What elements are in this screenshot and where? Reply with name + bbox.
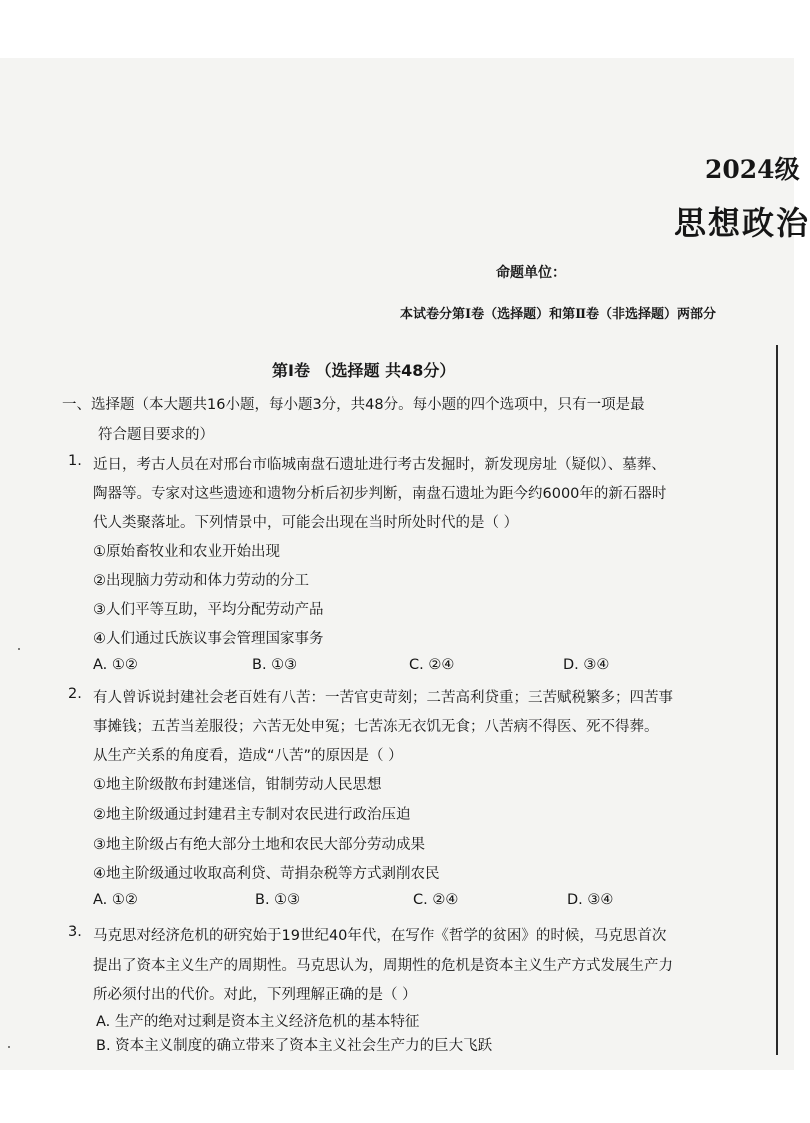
option-d: D. ③④ xyxy=(567,892,614,908)
question-stem: 马克思对经济危机的研究始于19世纪40年代，在写作《哲学的贫困》的时候，马克思首次 xyxy=(93,928,667,944)
scan-speck xyxy=(18,648,20,650)
question-number: 2. xyxy=(68,686,82,702)
question-stem: 所必须付出的代价。对此，下列理解正确的是（ ） xyxy=(93,987,417,1003)
setter-unit-label: 命题单位： xyxy=(496,265,566,281)
option-a: A. 生产的绝对过剩是资本主义经济危机的基本特征 xyxy=(96,1014,420,1030)
option-b: B. ①③ xyxy=(255,892,301,908)
question-number: 3. xyxy=(68,924,82,940)
statement-item: ④地主阶级通过收取高利贷、苛捐杂税等方式剥削农民 xyxy=(93,866,440,882)
page-margin-line xyxy=(776,345,778,1055)
section-heading-cont: 符合题目要求的） xyxy=(98,427,214,443)
exam-subject: 思想政治 xyxy=(674,204,810,242)
statement-item: ④人们通过氏族议事会管理国家事务 xyxy=(93,631,324,647)
statement-item: ③人们平等互助，平均分配劳动产品 xyxy=(93,602,324,618)
question-stem: 代人类聚落址。下列情景中，可能会出现在当时所处时代的是（ ） xyxy=(93,515,519,531)
section-title: 第Ⅰ卷 （选择题 共48分） xyxy=(272,361,456,380)
section-heading: 一、选择题（本大题共16小题，每小题3分，共48分。每小题的四个选项中，只有一项是最 xyxy=(62,397,645,413)
statement-item: ②出现脑力劳动和体力劳动的分工 xyxy=(93,573,309,589)
option-c: C. ②④ xyxy=(413,892,459,908)
statement-item: ③地主阶级占有绝大部分土地和农民大部分劳动成果 xyxy=(93,837,425,853)
question-stem: 陶器等。专家对这些遗迹和遗物分析后初步判断，南盘石遗址为距今约6000年的新石器时 xyxy=(93,486,667,502)
option-a: A. ①② xyxy=(93,892,138,908)
exam-grade: 2024级 xyxy=(705,155,800,184)
statement-item: ②地主阶级通过封建君主专制对农民进行政治压迫 xyxy=(93,807,411,823)
question-stem: 近日，考古人员在对邢台市临城南盘石遗址进行考古发掘时，新发现房址（疑似）、墓葬、 xyxy=(93,457,666,473)
option-b: B. 资本主义制度的确立带来了资本主义社会生产力的巨大飞跃 xyxy=(96,1038,493,1054)
option-b: B. ①③ xyxy=(252,657,298,673)
exam-notice: 本试卷分第Ⅰ卷（选择题）和第Ⅱ卷（非选择题）两部分 xyxy=(400,307,717,322)
question-stem: 事摊钱；五苦当差服役；六苦无处申冤；七苦冻无衣饥无食；八苦病不得医、死不得葬。 xyxy=(93,719,659,735)
question-stem: 有人曾诉说封建社会老百姓有八苦：一苦官吏苛刻；二苦高利贷重；三苦赋税繁多；四苦事 xyxy=(93,690,673,706)
option-d: D. ③④ xyxy=(563,657,610,673)
scan-speck xyxy=(8,1046,10,1048)
question-number: 1. xyxy=(68,453,82,469)
option-c: C. ②④ xyxy=(409,657,455,673)
statement-item: ①地主阶级散布封建迷信，钳制劳动人民思想 xyxy=(93,777,382,793)
question-stem: 从生产关系的角度看，造成“八苦”的原因是（ ） xyxy=(93,748,403,764)
statement-item: ①原始畜牧业和农业开始出现 xyxy=(93,544,280,560)
option-a: A. ①② xyxy=(93,657,138,673)
question-stem: 提出了资本主义生产的周期性。马克思认为，周期性的危机是资本主义生产方式发展生产力 xyxy=(93,958,673,974)
